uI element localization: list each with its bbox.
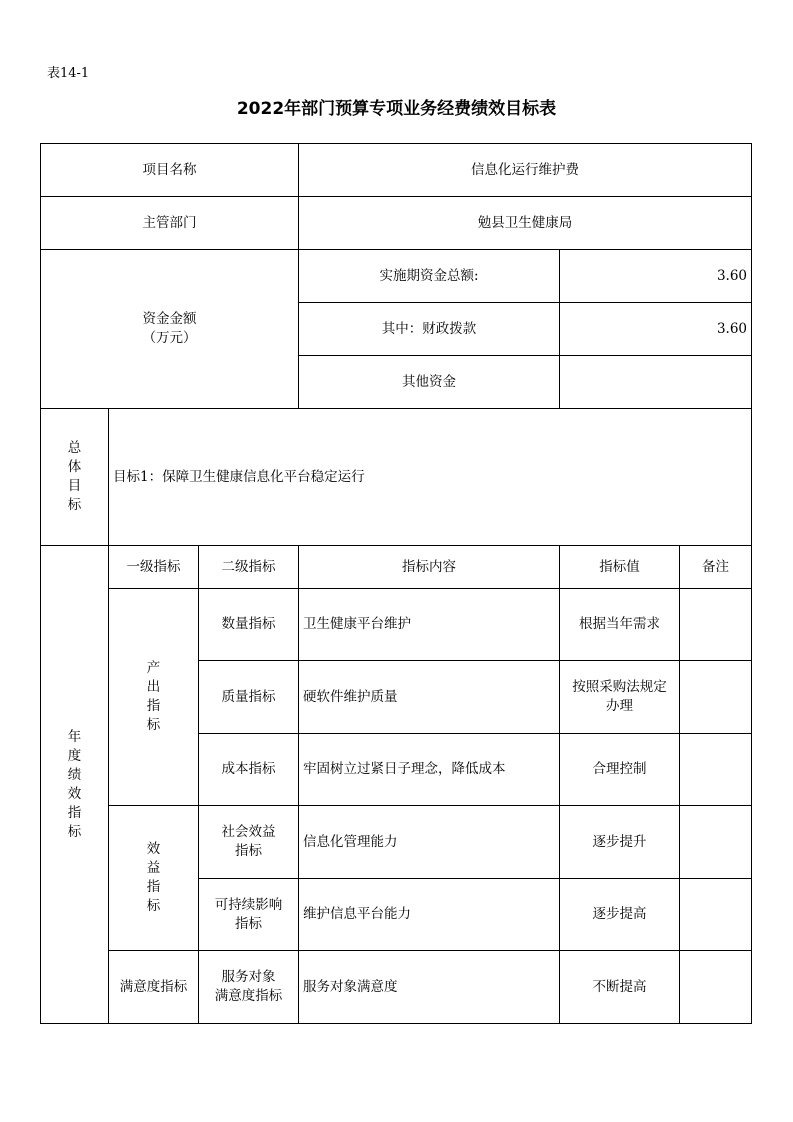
funds-total-row bbox=[41, 250, 752, 303]
value-cell: 合理控制 bbox=[560, 734, 680, 806]
overall-goal-char: 总 bbox=[67, 440, 82, 456]
value-line1: 按照采购法规定 bbox=[572, 679, 667, 695]
annual-indicators-label bbox=[41, 546, 109, 1024]
annual-label-char: 效 bbox=[67, 785, 82, 802]
table-row bbox=[41, 951, 752, 1024]
department-label: 主管部门 bbox=[41, 197, 299, 250]
department-value: 勉县卫生健康局 bbox=[299, 197, 752, 250]
benefit-indicators-label bbox=[109, 806, 199, 951]
note-cell bbox=[680, 951, 752, 1024]
value-cell: 不断提高 bbox=[560, 951, 680, 1024]
benefit-label-char: 效 bbox=[146, 841, 161, 857]
level2-cell bbox=[199, 879, 299, 951]
overall-goal-row bbox=[41, 409, 752, 546]
output-label-char: 标 bbox=[146, 717, 161, 733]
benefit-label-char: 指 bbox=[146, 879, 161, 895]
overall-goal-char: 体 bbox=[67, 459, 82, 475]
overall-goal-char: 目 bbox=[67, 478, 82, 494]
output-label-char: 出 bbox=[146, 679, 161, 695]
level2-cell: 数量指标 bbox=[199, 589, 299, 661]
level2-line2: 指标 bbox=[235, 843, 262, 859]
level2-line1: 可持续影响 bbox=[214, 896, 283, 913]
value-cell: 逐步提升 bbox=[560, 806, 680, 879]
annual-header-row bbox=[41, 546, 752, 589]
level2-cell bbox=[199, 806, 299, 879]
value-line2: 办理 bbox=[606, 698, 633, 714]
department-row bbox=[41, 197, 752, 250]
value-cell: 根据当年需求 bbox=[560, 589, 680, 661]
header-value: 指标值 bbox=[560, 546, 680, 589]
project-name-value: 信息化运行维护费 bbox=[299, 144, 752, 197]
table-row bbox=[41, 589, 752, 661]
note-cell bbox=[680, 806, 752, 879]
content-cell: 维护信息平台能力 bbox=[299, 879, 560, 951]
output-indicators-label bbox=[109, 589, 199, 806]
content-cell: 服务对象满意度 bbox=[299, 951, 560, 1024]
content-cell: 信息化管理能力 bbox=[299, 806, 560, 879]
value-cell bbox=[560, 661, 680, 734]
level2-line2: 指标 bbox=[235, 915, 262, 932]
note-cell bbox=[680, 661, 752, 734]
performance-target-table bbox=[40, 143, 752, 1024]
annual-label-char: 年 bbox=[67, 728, 82, 745]
project-row bbox=[41, 144, 752, 197]
annual-label-char: 度 bbox=[67, 747, 82, 764]
value-cell: 逐步提高 bbox=[560, 879, 680, 951]
benefit-label-char: 益 bbox=[146, 860, 161, 876]
page-title: 2022年部门预算专项业务经费绩效目标表 bbox=[236, 99, 557, 119]
funds-label-line1: 资金金额 bbox=[142, 311, 197, 327]
output-label-char: 产 bbox=[146, 660, 161, 676]
header-content: 指标内容 bbox=[299, 546, 560, 589]
header-level1: 一级指标 bbox=[109, 546, 199, 589]
funds-fiscal-value: 3.60 bbox=[560, 303, 752, 356]
level2-line1: 服务对象 bbox=[221, 969, 276, 985]
level2-cell: 成本指标 bbox=[199, 734, 299, 806]
overall-goal-char: 标 bbox=[67, 497, 82, 513]
funds-label bbox=[41, 250, 299, 409]
note-cell bbox=[680, 589, 752, 661]
overall-goal-text: 目标1：保障卫生健康信息化平台稳定运行 bbox=[109, 409, 752, 546]
annual-label-char: 绩 bbox=[67, 766, 82, 783]
content-cell: 硬软件维护质量 bbox=[299, 661, 560, 734]
benefit-label-char: 标 bbox=[146, 898, 161, 914]
annual-label-char: 指 bbox=[67, 804, 82, 821]
funds-total-value: 3.60 bbox=[560, 250, 752, 303]
page-label: 表14-1 bbox=[47, 66, 90, 81]
annual-label-char: 标 bbox=[67, 823, 82, 840]
project-name-label: 项目名称 bbox=[41, 144, 299, 197]
note-cell bbox=[680, 879, 752, 951]
output-label-char: 指 bbox=[146, 698, 161, 714]
table-row bbox=[41, 806, 752, 879]
funds-fiscal-label: 其中：财政拨款 bbox=[299, 303, 560, 356]
level2-cell: 质量指标 bbox=[199, 661, 299, 734]
level2-line2: 满意度指标 bbox=[214, 988, 283, 1004]
funds-label-line2: （万元） bbox=[142, 330, 197, 346]
content-cell: 牢固树立过紧日子理念，降低成本 bbox=[299, 734, 560, 806]
funds-other-label: 其他资金 bbox=[299, 356, 560, 409]
content-cell: 卫生健康平台维护 bbox=[299, 589, 560, 661]
level2-cell bbox=[199, 951, 299, 1024]
note-cell bbox=[680, 734, 752, 806]
satisfaction-indicators-label: 满意度指标 bbox=[109, 951, 199, 1024]
header-note: 备注 bbox=[680, 546, 752, 589]
funds-total-label: 实施期资金总额: bbox=[299, 250, 560, 303]
overall-goal-label bbox=[41, 409, 109, 546]
level2-line1: 社会效益 bbox=[221, 824, 276, 840]
funds-other-value bbox=[560, 356, 752, 409]
header-level2: 二级指标 bbox=[199, 546, 299, 589]
